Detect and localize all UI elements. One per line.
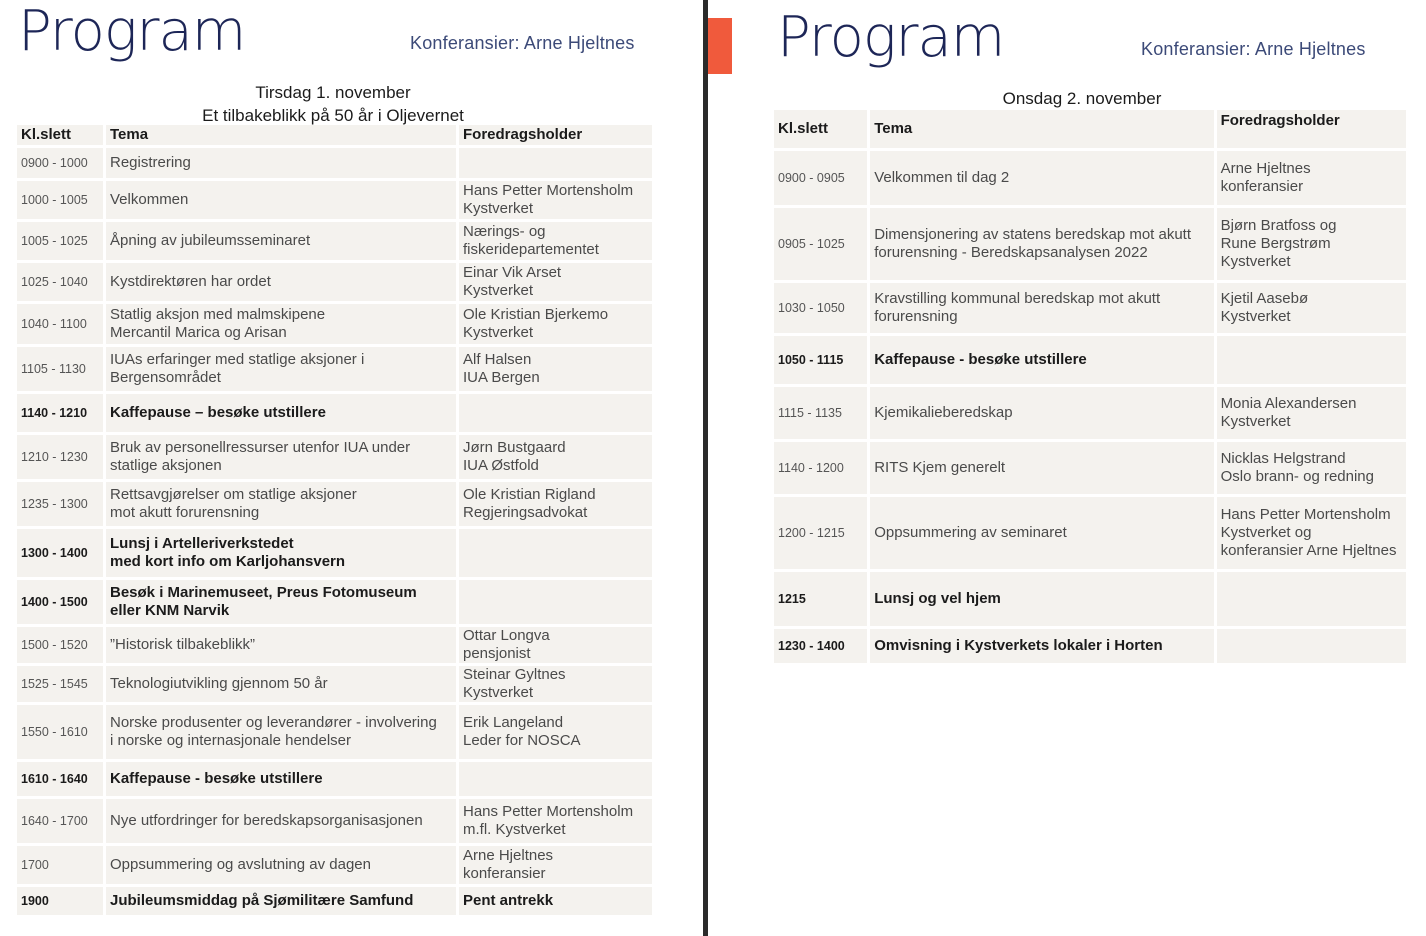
- topic-cell: Jubileumsmiddag på Sjømilitære Samfund: [106, 887, 456, 915]
- speaker-cell: [459, 529, 652, 577]
- schedule-row: [17, 666, 652, 702]
- header-time: Kl.slett: [774, 110, 867, 148]
- time-cell: 0905 - 1025: [774, 208, 867, 280]
- topic-cell: Omvisning i Kystverkets lokaler i Horten: [870, 629, 1213, 663]
- header-time: Kl.slett: [17, 125, 103, 145]
- day-title: Tirsdag 1. november: [255, 83, 411, 102]
- speaker-cell: Nærings- og fiskeridepartementet: [459, 222, 652, 260]
- speaker-cell: [459, 762, 652, 796]
- time-cell: 1900: [17, 887, 103, 915]
- schedule-row: [17, 263, 652, 301]
- schedule-row: [774, 387, 1406, 439]
- speaker-cell: [1217, 629, 1406, 663]
- speaker-cell: Monia Alexandersen Kystverket: [1217, 387, 1406, 439]
- topic-cell: Norske produsenter og leverandører - involvering i norske og internasjonale hendelser: [106, 705, 456, 759]
- header-speaker: Foredragsholder: [1217, 110, 1406, 148]
- schedule-row: [17, 222, 652, 260]
- speaker-cell: Erik Langeland Leder for NOSCA: [459, 705, 652, 759]
- schedule-table: [14, 122, 655, 918]
- schedule-row: [774, 442, 1406, 494]
- schedule-row: [17, 705, 652, 759]
- time-cell: 1525 - 1545: [17, 666, 103, 702]
- speaker-cell: [459, 394, 652, 432]
- time-cell: 1640 - 1700: [17, 799, 103, 843]
- schedule-row: [17, 304, 652, 344]
- schedule-row: [774, 629, 1406, 663]
- topic-cell: Oppsummering av seminaret: [870, 497, 1213, 569]
- header-speaker: Foredragsholder: [459, 125, 652, 145]
- topic-cell: Kaffepause - besøke utstillere: [106, 762, 456, 796]
- time-cell: 0900 - 0905: [774, 151, 867, 205]
- topic-cell: Teknologiutvikling gjennom 50 år: [106, 666, 456, 702]
- day-title: Onsdag 2. november: [1002, 89, 1162, 108]
- speaker-cell: Arne Hjeltnes konferansier: [1217, 151, 1406, 205]
- speaker-cell: Steinar Gyltnes Kystverket: [459, 666, 652, 702]
- topic-cell: Registrering: [106, 148, 456, 178]
- time-cell: 1005 - 1025: [17, 222, 103, 260]
- schedule-row: [17, 181, 652, 219]
- schedule-table: [771, 107, 1409, 666]
- time-cell: 1000 - 1005: [17, 181, 103, 219]
- topic-cell: Nye utfordringer for beredskapsorganisasjonen: [106, 799, 456, 843]
- topic-cell: Kystdirektøren har ordet: [106, 263, 456, 301]
- time-cell: 1500 - 1520: [17, 627, 103, 663]
- schedule-row: [17, 529, 652, 577]
- host-label: Konferansier: Arne Hjeltnes: [1141, 39, 1366, 59]
- schedule-row: [17, 435, 652, 479]
- time-cell: 1700: [17, 846, 103, 884]
- topic-cell: Oppsummering og avslutning av dagen: [106, 846, 456, 884]
- schedule-row: [17, 580, 652, 624]
- topic-cell: Åpning av jubileumsseminaret: [106, 222, 456, 260]
- topic-cell: Dimensjonering av statens beredskap mot akutt forurensning - Beredskapsanalysen 2022: [870, 208, 1213, 280]
- schedule-row: [17, 148, 652, 178]
- time-cell: 1300 - 1400: [17, 529, 103, 577]
- time-cell: 1235 - 1300: [17, 482, 103, 526]
- schedule-row: [17, 846, 652, 884]
- time-cell: 1140 - 1200: [774, 442, 867, 494]
- time-cell: 1200 - 1215: [774, 497, 867, 569]
- time-cell: 1230 - 1400: [774, 629, 867, 663]
- speaker-cell: [459, 148, 652, 178]
- topic-cell: Rettsavgjørelser om statlige aksjoner mot akutt forurensning: [106, 482, 456, 526]
- topic-cell: Besøk i Marinemuseet, Preus Fotomuseum eller KNM Narvik: [106, 580, 456, 624]
- speaker-cell: Pent antrekk: [459, 887, 652, 915]
- topic-cell: Kjemikalieberedskap: [870, 387, 1213, 439]
- schedule-row: [17, 347, 652, 391]
- speaker-cell: [459, 580, 652, 624]
- speaker-cell: Bjørn Bratfoss og Rune Bergstrøm Kystverket: [1217, 208, 1406, 280]
- speaker-cell: Kjetil Aasebø Kystverket: [1217, 283, 1406, 333]
- topic-cell: Lunsj i Artelleriverkstedet med kort info om Karljohansvern: [106, 529, 456, 577]
- topic-cell: Kaffepause - besøke utstillere: [870, 336, 1213, 384]
- schedule-row: [17, 627, 652, 663]
- topic-cell: Kaffepause – besøke utstillere: [106, 394, 456, 432]
- topic-cell: Lunsj og vel hjem: [870, 572, 1213, 626]
- schedule-row: [17, 394, 652, 432]
- schedule-row: [17, 887, 652, 915]
- speaker-cell: [1217, 336, 1406, 384]
- topic-cell: IUAs erfaringer med statlige aksjoner i Bergensområdet: [106, 347, 456, 391]
- time-cell: 1550 - 1610: [17, 705, 103, 759]
- time-cell: 1610 - 1640: [17, 762, 103, 796]
- speaker-cell: Ole Kristian Rigland Regjeringsadvokat: [459, 482, 652, 526]
- speaker-cell: Hans Petter Mortensholm Kystverket og konferansier Arne Hjeltnes: [1217, 497, 1406, 569]
- time-cell: 1050 - 1115: [774, 336, 867, 384]
- time-cell: 1400 - 1500: [17, 580, 103, 624]
- speaker-cell: Alf Halsen IUA Bergen: [459, 347, 652, 391]
- time-cell: 1215: [774, 572, 867, 626]
- page-title: Program: [777, 5, 1005, 70]
- topic-cell: Velkommen til dag 2: [870, 151, 1213, 205]
- schedule-row: [17, 762, 652, 796]
- time-cell: 1025 - 1040: [17, 263, 103, 301]
- time-cell: 1210 - 1230: [17, 435, 103, 479]
- speaker-cell: Nicklas Helgstrand Oslo brann- og redning: [1217, 442, 1406, 494]
- header-topic: Tema: [106, 125, 456, 145]
- time-cell: 1105 - 1130: [17, 347, 103, 391]
- schedule-row: [17, 799, 652, 843]
- topic-cell: Statlig aksjon med malmskipene Mercantil Marica og Arisan: [106, 304, 456, 344]
- program-page-day-2: [708, 0, 1426, 936]
- time-cell: 0900 - 1000: [17, 148, 103, 178]
- topic-cell: ”Historisk tilbakeblikk”: [106, 627, 456, 663]
- speaker-cell: Arne Hjeltnes konferansier: [459, 846, 652, 884]
- day-subtitle: Et tilbakeblikk på 50 år i Oljevernet: [202, 106, 464, 125]
- time-cell: 1030 - 1050: [774, 283, 867, 333]
- speaker-cell: Jørn Bustgaard IUA Østfold: [459, 435, 652, 479]
- topic-cell: RITS Kjem generelt: [870, 442, 1213, 494]
- topic-cell: Kravstilling kommunal beredskap mot akutt forurensning: [870, 283, 1213, 333]
- time-cell: 1040 - 1100: [17, 304, 103, 344]
- schedule-row: [774, 497, 1406, 569]
- schedule-row: [774, 208, 1406, 280]
- host-label: Konferansier: Arne Hjeltnes: [410, 33, 635, 53]
- day-heading: [16, 81, 650, 127]
- header-topic: Tema: [870, 110, 1213, 148]
- schedule-row: [17, 482, 652, 526]
- speaker-cell: Hans Petter Mortensholm Kystverket: [459, 181, 652, 219]
- speaker-cell: Ole Kristian Bjerkemo Kystverket: [459, 304, 652, 344]
- topic-cell: Bruk av personellressurser utenfor IUA under statlige aksjonen: [106, 435, 456, 479]
- schedule-row: [774, 572, 1406, 626]
- schedule-row: [774, 151, 1406, 205]
- speaker-cell: Ottar Longva pensjonist: [459, 627, 652, 663]
- speaker-cell: Hans Petter Mortensholm m.fl. Kystverket: [459, 799, 652, 843]
- time-cell: 1140 - 1210: [17, 394, 103, 432]
- speaker-cell: Einar Vik Arset Kystverket: [459, 263, 652, 301]
- speaker-cell: [1217, 572, 1406, 626]
- time-cell: 1115 - 1135: [774, 387, 867, 439]
- program-page-day-1: [0, 0, 703, 936]
- page-title: Program: [18, 0, 246, 64]
- schedule-row: [774, 283, 1406, 333]
- topic-cell: Velkommen: [106, 181, 456, 219]
- schedule-row: [774, 336, 1406, 384]
